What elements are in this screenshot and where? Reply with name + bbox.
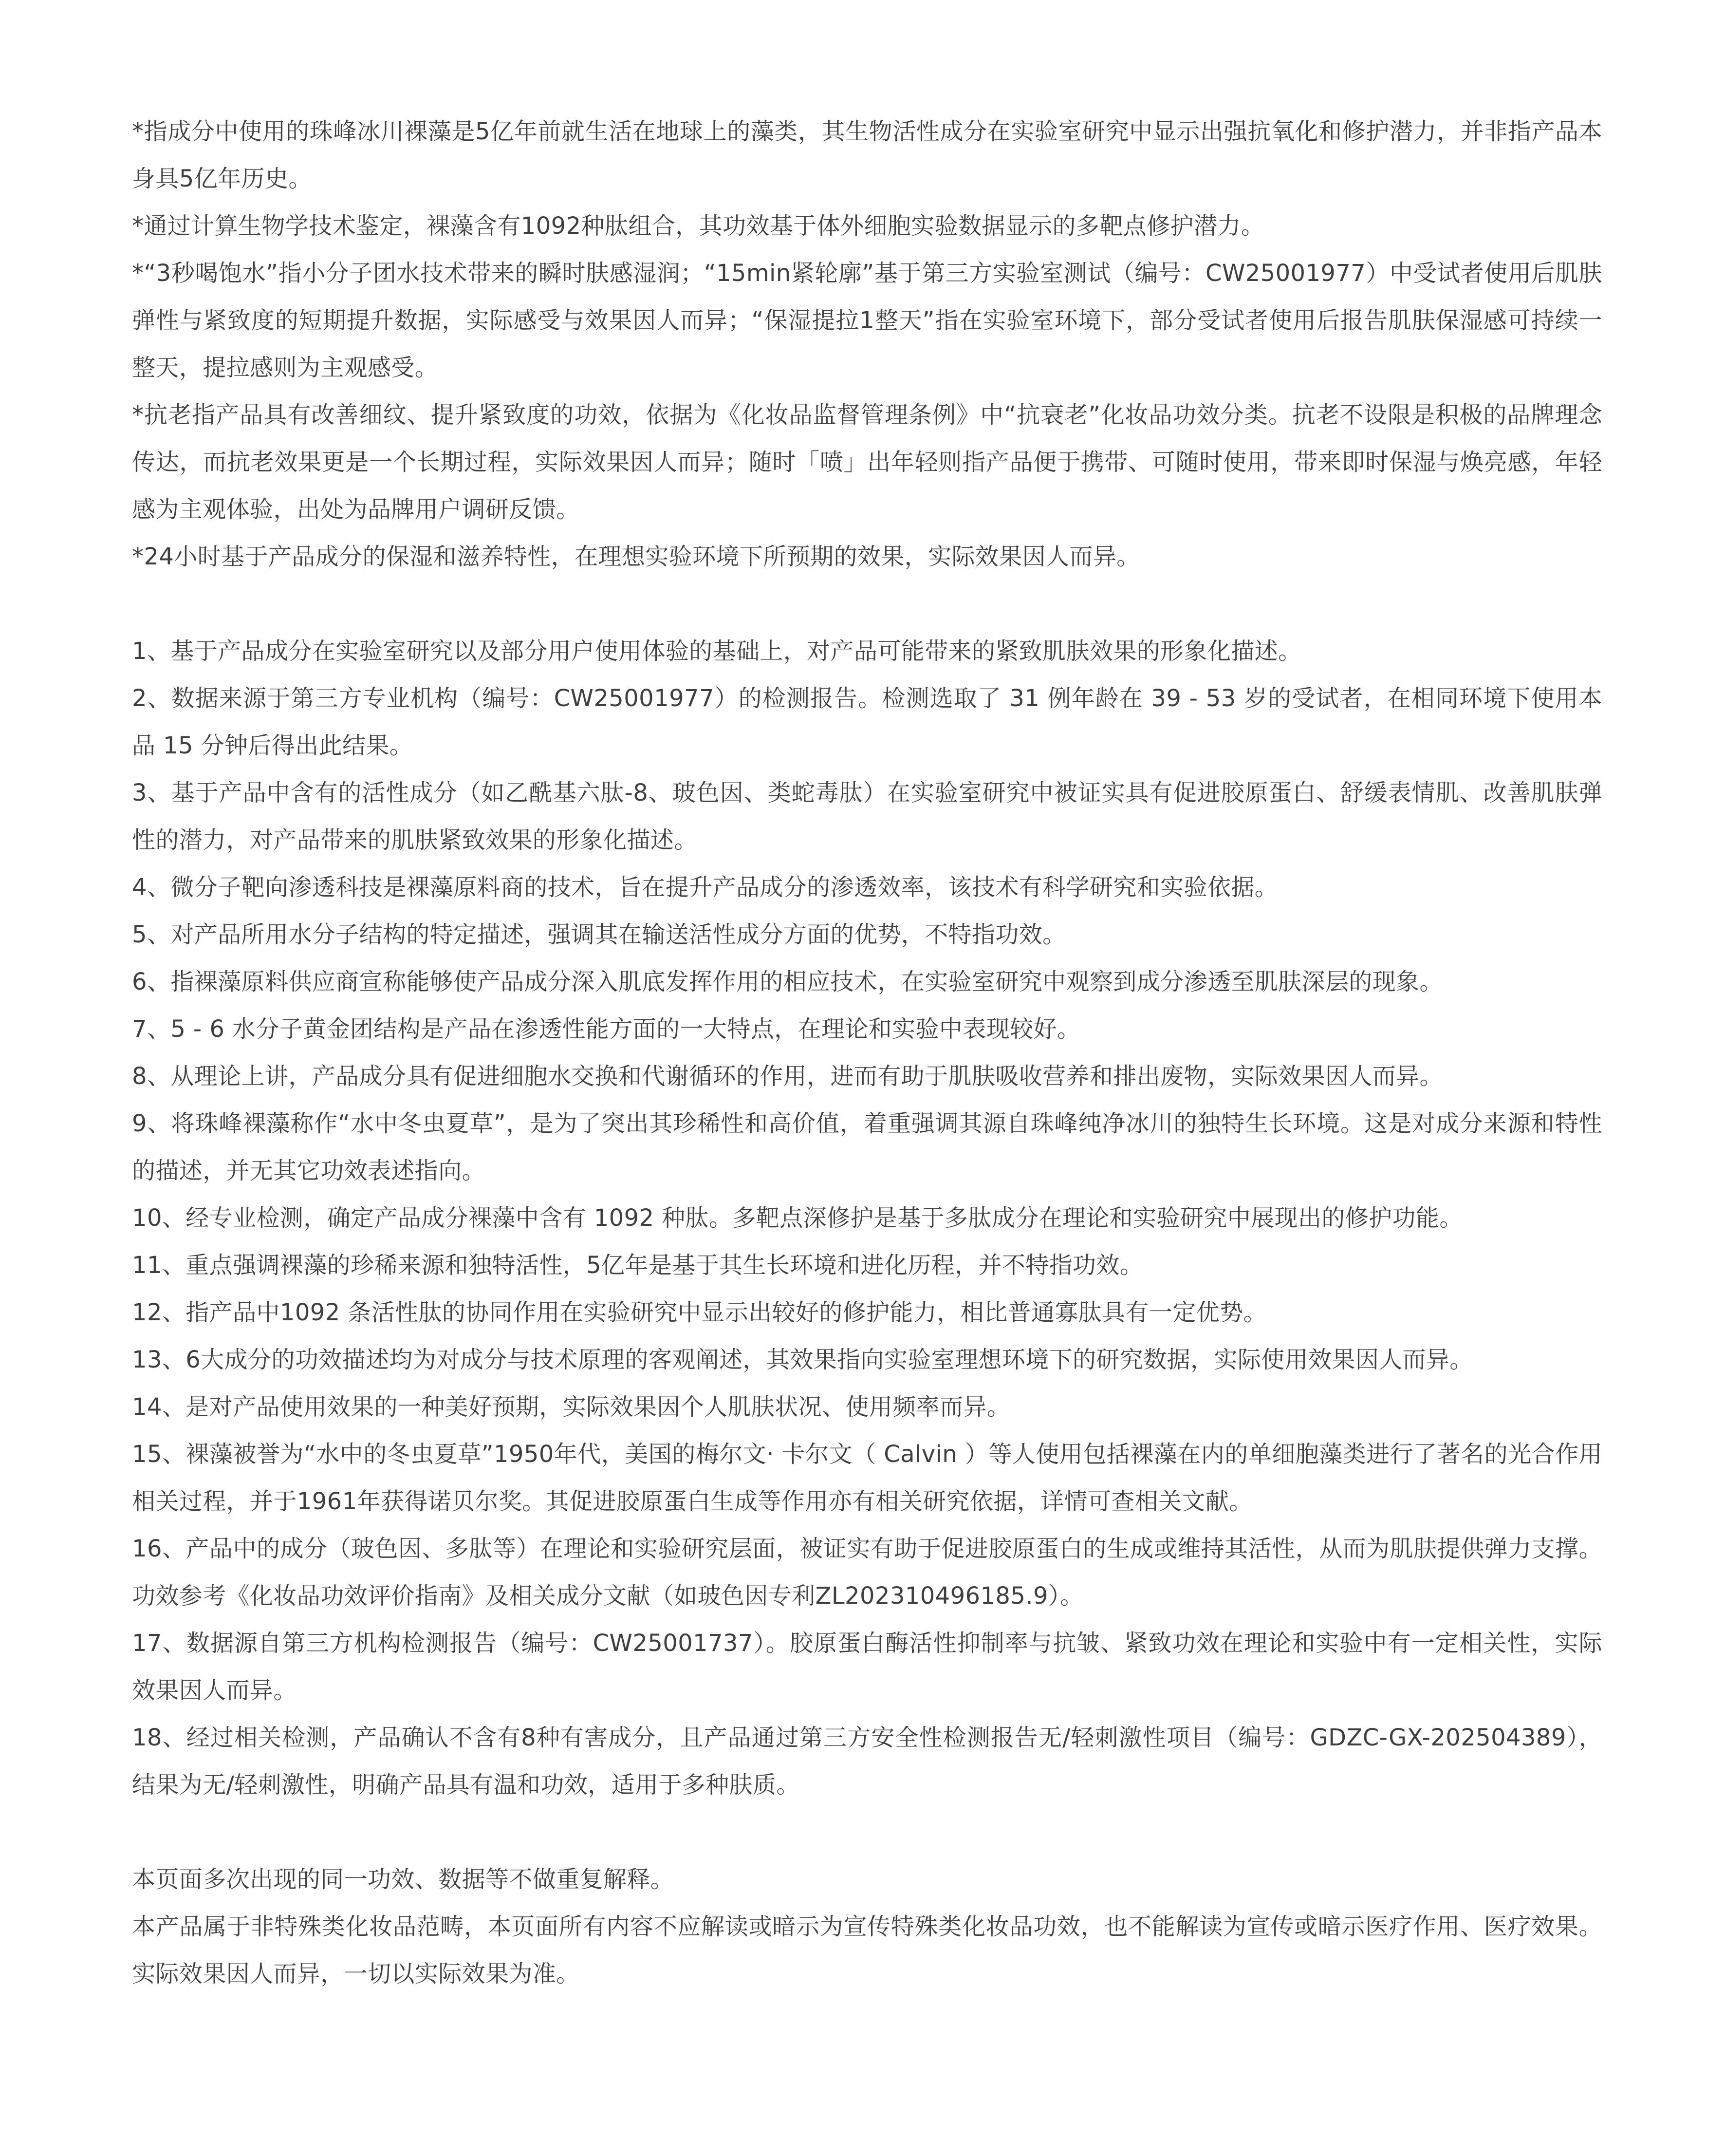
numbered-note: 15、裸藻被誉为“水中的冬虫夏草”1950年代，美国的梅尔文· 卡尔文（ Calvin ）等人使用包括裸藻在内的单细胞藻类进行了著名的光合作用相关过程，并于1961年获得诺贝尔奖。其促进胶原蛋白生成等作用亦有相关研究依据，详情可查相关文献。 xyxy=(132,1441,1602,1515)
section-spacer xyxy=(132,1809,1602,1856)
numbered-note: 6、指裸藻原料供应商宣称能够使产品成分深入肌底发挥作用的相应技术，在实验室研究中观察到成分渗透至肌肤深层的现象。 xyxy=(132,968,1443,995)
section-spacer xyxy=(132,581,1602,628)
footer-statement-section xyxy=(132,1856,1602,1998)
numbered-note: 7、5 - 6 水分子黄金团结构是产品在渗透性能方面的一大特点，在理论和实验中表现较好。 xyxy=(132,1015,1081,1043)
footer-statement: 本产品属于非特殊类化妆品范畴，本页面所有内容不应解读或暗示为宣传特殊类化妆品功效，也不能解读为宣传或暗示医疗作用、医疗效果。实际效果因人而异，一切以实际效果为准。 xyxy=(132,1913,1602,1987)
numbered-note: 3、基于产品中含有的活性成分（如乙酰基六肽-8、玻色因、类蛇毒肽）在实验室研究中被证实具有促进胶原蛋白、舒缓表情肌、改善肌肤弹性的潜力，对产品带来的肌肤紧致效果的形象化描述。 xyxy=(132,779,1602,854)
numbered-note: 16、产品中的成分（玻色因、多肽等）在理论和实验研究层面，被证实有助于促进胶原蛋白的生成或维持其活性，从而为肌肤提供弹力支撑。功效参考《化妆品功效评价指南》及相关成分文献（如玻色因专利ZL202310496185.9）。 xyxy=(132,1535,1602,1610)
note-paragraph: *通过计算生物学技术鉴定，裸藻含有1092种肽组合，其功效基于体外细胞实验数据显示的多靶点修护潜力。 xyxy=(132,212,1265,240)
numbered-note: 8、从理论上讲，产品成分具有促进细胞水交换和代谢循环的作用，进而有助于肌肤吸收营养和排出废物，实际效果因人而异。 xyxy=(132,1063,1443,1090)
note-paragraph: *指成分中使用的珠峰冰川裸藻是5亿年前就生活在地球上的藻类，其生物活性成分在实验室研究中显示出强抗氧化和修护潜力，并非指产品本身具5亿年历史。 xyxy=(132,118,1602,192)
footer-statement: 本页面多次出现的同一功效、数据等不做重复解释。 xyxy=(132,1866,674,1893)
numbered-note: 18、经过相关检测，产品确认不含有8种有害成分，且产品通过第三方安全性检测报告无/轻刺激性项目（编号：GDZC-GX-202504389），结果为无/轻刺激性，明确产品具有温和功效，适用于多种肤质。 xyxy=(132,1724,1602,1799)
asterisk-notes-section xyxy=(132,108,1602,581)
numbered-note: 4、微分子靶向渗透科技是裸藻原料商的技术，旨在提升产品成分的渗透效率，该技术有科学研究和实验依据。 xyxy=(132,874,1279,901)
numbered-note: 9、将珠峰裸藻称作“水中冬虫夏草”，是为了突出其珍稀性和高价值，着重强调其源自珠峰纯净冰川的独特生长环境。这是对成分来源和特性的描述，并无其它功效表述指向。 xyxy=(132,1110,1602,1184)
numbered-note: 10、经专业检测，确定产品成分裸藻中含有 1092 种肽。多靶点深修护是基于多肽成分在理论和实验研究中展现出的修护功能。 xyxy=(132,1204,1463,1232)
numbered-note: 2、数据来源于第三方专业机构（编号：CW25001977）的检测报告。检测选取了 31 例年龄在 39 - 53 岁的受试者，在相同环境下使用本品 15 分钟后得出此结果。 xyxy=(132,685,1602,759)
numbered-note: 5、对产品所用水分子结构的特定描述，强调其在输送活性成分方面的优势，不特指功效。 xyxy=(132,921,1066,948)
numbered-notes-section xyxy=(132,628,1602,1809)
numbered-note: 14、是对产品使用效果的一种美好预期，实际效果因个人肌肤状况、使用频率而异。 xyxy=(132,1393,1011,1421)
note-paragraph: *抗老指产品具有改善细纹、提升紧致度的功效，依据为《化妆品监督管理条例》中“抗衰老”化妆品功效分类。抗老不设限是积极的品牌理念传达，而抗老效果更是一个长期过程，实际效果因人而异；随时「喷」出年轻则指产品便于携带、可随时使用，带来即时保湿与焕亮感，年轻感为主观体验，出处为品牌用户调研反馈。 xyxy=(132,401,1602,523)
numbered-note: 13、6大成分的功效描述均为对成分与技术原理的客观阐述，其效果指向实验室理想环境下的研究数据，实际使用效果因人而异。 xyxy=(132,1346,1473,1373)
disclaimer-document xyxy=(132,108,1602,1998)
numbered-note: 11、重点强调裸藻的珍稀来源和独特活性，5亿年是基于其生长环境和进化历程，并不特指功效。 xyxy=(132,1252,1144,1279)
note-paragraph: *24小时基于产品成分的保湿和滋养特性，在理想实验环境下所预期的效果，实际效果因人而异。 xyxy=(132,543,1140,570)
numbered-note: 17、数据源自第三方机构检测报告（编号：CW25001737）。胶原蛋白酶活性抑制率与抗皱、紧致功效在理论和实验中有一定相关性，实际效果因人而异。 xyxy=(132,1630,1602,1704)
numbered-note: 12、指产品中1092 条活性肽的协同作用在实验研究中显示出较好的修护能力，相比普通寡肽具有一定优势。 xyxy=(132,1299,1267,1326)
note-paragraph: *“3秒喝饱水”指小分子团水技术带来的瞬时肤感湿润；“15min紧轮廓”基于第三方实验室测试（编号：CW25001977）中受试者使用后肌肤弹性与紧致度的短期提升数据，实际感受与效果因人而异；“保湿提拉1整天”指在实验室环境下，部分受试者使用后报告肌肤保湿感可持续一整天，提拉感则为主观感受。 xyxy=(132,260,1602,381)
numbered-note: 1、基于产品成分在实验室研究以及部分用户使用体验的基础上，对产品可能带来的紧致肌肤效果的形象化描述。 xyxy=(132,637,1302,665)
